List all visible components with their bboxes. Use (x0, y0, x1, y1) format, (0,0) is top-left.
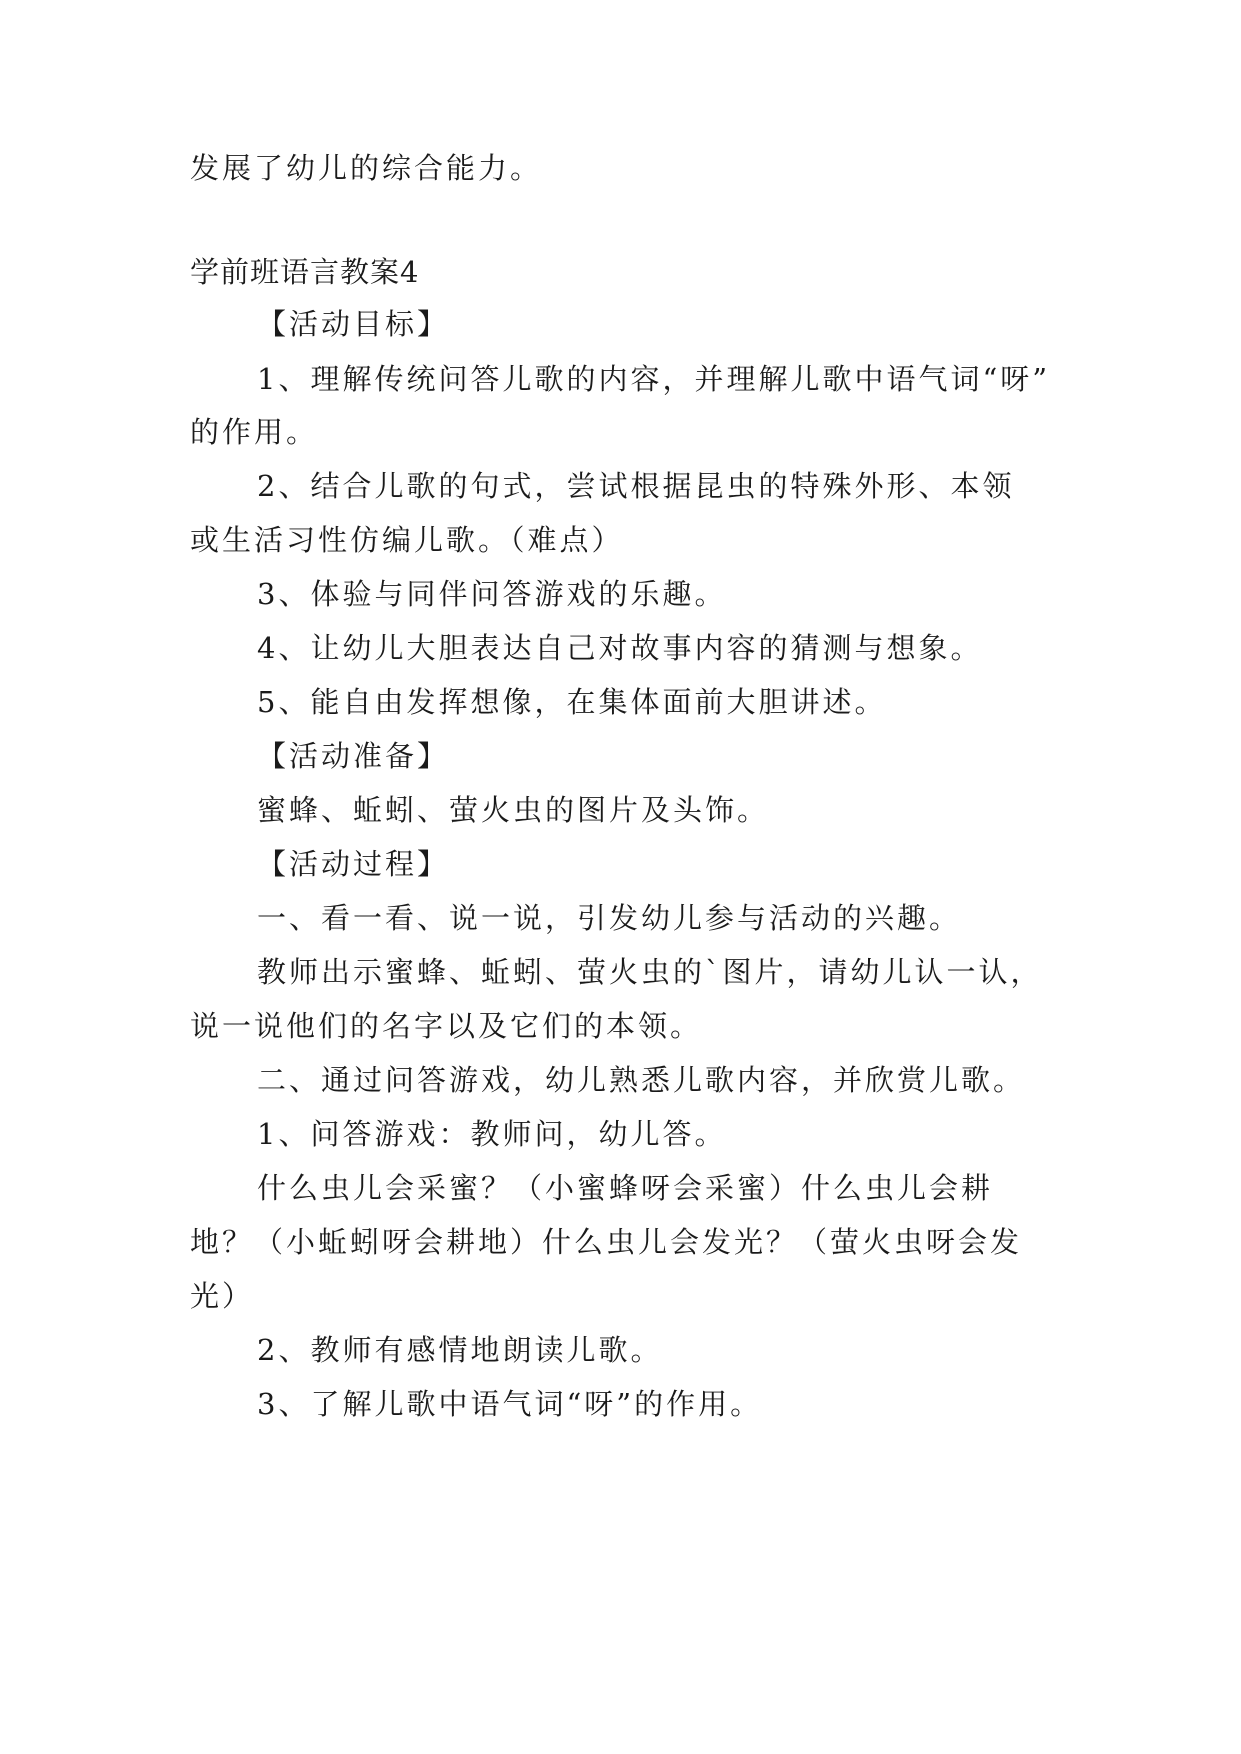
process-step-1-desc-line-2: 说一说他们的名字以及它们的本领。 (190, 1009, 703, 1043)
goal-2-line-2: 或生活习性仿编儿歌。（难点） (190, 523, 624, 557)
activity-goals-heading: 【活动目标】 (257, 307, 450, 341)
qa-line-3: 光） (190, 1279, 255, 1313)
process-step-2: 二、通过问答游戏，幼儿熟悉儿歌内容，并欣赏儿歌。 (257, 1063, 1026, 1097)
section-title: 学前班语言教案4 (190, 255, 420, 289)
goal-4: 4、让幼儿大胆表达自己对故事内容的猜测与想象。 (257, 631, 983, 665)
goal-3: 3、体验与同伴问答游戏的乐趣。 (257, 577, 727, 611)
process-step-2-item-3: 3、了解儿歌中语气词“呀”的作用。 (257, 1387, 763, 1421)
process-step-1-desc-line-1: 教师出示蜜蜂、蚯蚓、萤火虫的`图片，请幼儿认一认， (257, 955, 1043, 989)
process-step-2-item-2: 2、教师有感情地朗读儿歌。 (257, 1333, 663, 1367)
goal-1-line-2: 的作用。 (190, 415, 319, 449)
process-step-1: 一、看一看、说一说，引发幼儿参与活动的兴趣。 (257, 901, 962, 935)
goal-5: 5、能自由发挥想像，在集体面前大胆讲述。 (257, 685, 887, 719)
activity-process-heading: 【活动过程】 (257, 847, 450, 881)
qa-line-2: 地？（小蚯蚓呀会耕地）什么虫儿会发光？（萤火虫呀会发 (190, 1225, 1023, 1259)
qa-line-1: 什么虫儿会采蜜？（小蜜蜂呀会采蜜）什么虫儿会耕 (257, 1171, 994, 1205)
goal-2-line-1: 2、结合儿歌的句式，尝试根据昆虫的特殊外形、本领 (257, 469, 1015, 503)
preparation-text: 蜜蜂、蚯蚓、萤火虫的图片及头饰。 (257, 793, 770, 827)
paragraph-continuation: 发展了幼儿的综合能力。 (190, 151, 543, 185)
activity-preparation-heading: 【活动准备】 (257, 739, 450, 773)
goal-1-line-1: 1、理解传统问答儿歌的内容，并理解儿歌中语气词“呀” (257, 362, 1051, 396)
process-step-2-item-1: 1、问答游戏：教师问，幼儿答。 (257, 1117, 727, 1151)
